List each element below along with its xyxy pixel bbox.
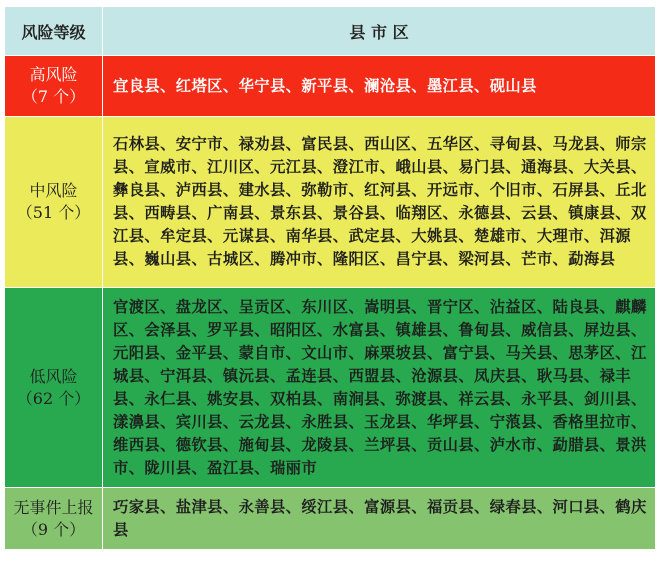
level-count: （62 个） bbox=[16, 388, 91, 408]
areas-cell: 石林县、安宁市、禄劝县、富民县、西山区、五华区、寻甸县、马龙县、师宗县、宣威市、江川区、元江县、澄江市、峨山县、易门县、通海县、大关县、彝良县、泸西县、建水县、弥勒市、红河县、开远市、个旧市、石屏县、丘北县、西畴县、广南县、景东县、景谷县、临翔区、永德县、云县、镇康县、双江县、牟定县、元谋县、南华县、武定县、大姚县、楚雄市、大理市、洱源县、巍山县、古城区、腾冲市、隆阳区、昌宁县、梁河县、芒市、勐海县 bbox=[103, 117, 656, 288]
level-name: 无事件上报 bbox=[13, 497, 94, 517]
level-count: （51 个） bbox=[16, 203, 91, 222]
level-cell bbox=[5, 288, 103, 488]
level-name: 高风险 bbox=[29, 65, 78, 84]
areas-cell: 官渡区、盘龙区、呈贡区、东川区、嵩明县、晋宁区、沾益区、陆良县、麒麟区、会泽县、罗平县、昭阳区、水富县、镇雄县、鲁甸县、威信县、屏边县、元阳县、金平县、蒙自市、文山市、麻栗坡县、富宁县、马关县、思茅区、江城县、宁洱县、镇沅县、孟连县、西盟县、沧源县、凤庆县、耿马县、禄丰县、永仁县、姚安县、双柏县、南涧县、弥渡县、祥云县、永平县、剑川县、漾濞县、宾川县、云龙县、永胜县、玉龙县、华坪县、宁蒗县、香格里拉市、维西县、德钦县、施甸县、龙陵县、兰坪县、贡山县、泸水市、勐腊县、景洪市、陇川县、盈江县、瑞丽市 bbox=[103, 288, 656, 488]
level-cell bbox=[5, 117, 103, 288]
table-header-row bbox=[5, 7, 656, 56]
level-cell bbox=[5, 488, 103, 550]
table-row-medium-risk bbox=[5, 117, 656, 288]
level-name: 中风险 bbox=[29, 181, 78, 200]
header-area: 县 市 区 bbox=[103, 7, 656, 56]
areas-cell: 宜良县、红塔区、华宁县、新平县、澜沧县、墨江县、砚山县 bbox=[103, 56, 656, 117]
areas-cell: 巧家县、盐津县、永善县、绥江县、富源县、福贡县、绿春县、河口县、鹤庆县 bbox=[103, 488, 656, 550]
level-cell bbox=[5, 56, 103, 117]
table-row-no-report bbox=[5, 488, 656, 550]
risk-table bbox=[4, 6, 656, 550]
level-name: 低风险 bbox=[29, 366, 78, 386]
header-level: 风险等级 bbox=[5, 7, 103, 56]
table-row-high-risk bbox=[5, 56, 656, 117]
level-count: （9 个） bbox=[21, 519, 86, 539]
table-row-low-risk bbox=[5, 288, 656, 488]
level-count: （7 个） bbox=[21, 87, 86, 106]
